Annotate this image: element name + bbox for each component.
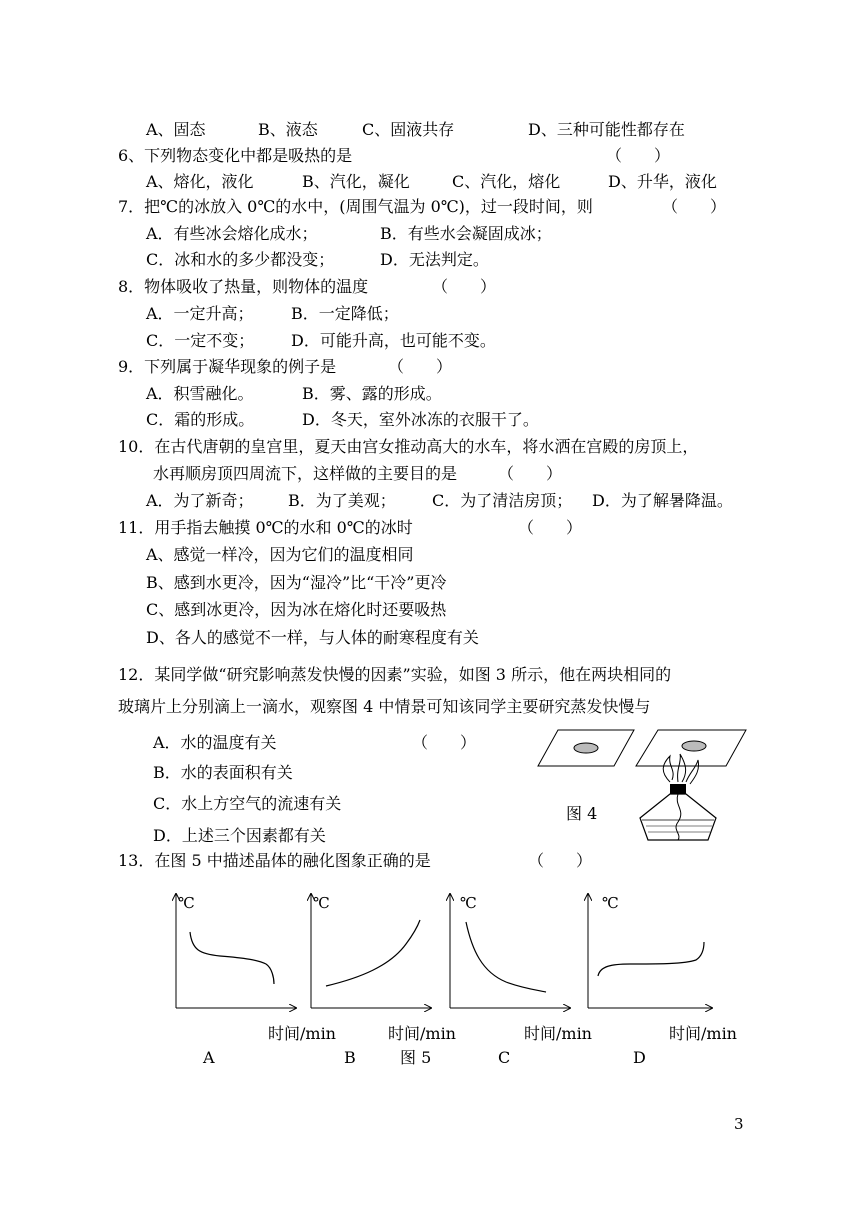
fig4-label: 图 4 — [566, 804, 598, 823]
q11-option-c: C、感到冰更冷，因为冰在熔化时还要吸热 — [146, 600, 447, 619]
graph-b-x-unit: 时间/min — [388, 1024, 456, 1043]
graph-a-x-unit: 时间/min — [268, 1024, 336, 1043]
q5-option-b: B、液态 — [258, 120, 318, 139]
flame-icon — [663, 754, 698, 784]
q9-option-b: B．雾、露的形成。 — [302, 384, 442, 403]
q8-option-a: A．一定升高； — [146, 304, 254, 323]
q6-option-c: C、汽化，熔化 — [452, 172, 561, 191]
q12-stem-line1: 12．某同学做“研究影响蒸发快慢的因素”实验，如图 3 所示，他在两块相同的 — [118, 665, 672, 684]
q11-option-d: D、各人的感觉不一样，与人体的耐寒程度有关 — [146, 628, 479, 647]
q12-answer-paren: （ ） — [412, 733, 477, 752]
graph-c-x-unit: 时间/min — [524, 1024, 592, 1043]
fig5-graphs — [0, 880, 860, 1080]
graph-c-y-unit: ℃ — [460, 894, 477, 912]
graph-b-y-unit: ℃ — [313, 894, 330, 912]
lamp-wick-holder — [670, 784, 686, 794]
q12-option-b: B．水的表面积有关 — [153, 763, 293, 782]
q6-stem: 6、下列物态变化中都是吸热的是 — [118, 146, 353, 165]
graph-d-curve — [598, 942, 704, 976]
q8-option-c: C．一定不变； — [146, 331, 255, 350]
graph-b-label: B — [344, 1048, 356, 1067]
q5-option-a: A、固态 — [146, 120, 206, 139]
q8-option-d: D．可能升高，也可能不变。 — [291, 331, 496, 350]
q11-option-b: B、感到水更冷，因为“湿冷”比“干冷”更冷 — [146, 573, 447, 592]
q12-option-d: D．上述三个因素都有关 — [153, 826, 326, 845]
graph-c — [450, 894, 592, 1067]
q6-answer-paren: （ ） — [606, 146, 671, 165]
graph-c-curve — [466, 922, 546, 992]
graph-a-curve — [190, 932, 274, 984]
fig4-illustration — [530, 722, 762, 846]
q11-answer-paren: （ ） — [518, 518, 583, 537]
q9-answer-paren: （ ） — [388, 357, 453, 376]
q12-option-c: C．水上方空气的流速有关 — [153, 794, 342, 813]
fig5-caption: 图 5 — [400, 1048, 432, 1067]
q7-answer-paren: （ ） — [662, 197, 727, 216]
q13-stem: 13．在图 5 中描述晶体的融化图象正确的是 — [118, 851, 431, 870]
q7-stem: 7．把℃的冰放入 0℃的水中，(周围气温为 0℃)，过一段时间，则 — [118, 197, 593, 216]
graph-a-label: A — [203, 1048, 215, 1067]
q13-answer-paren: （ ） — [528, 851, 593, 870]
q9-option-a: A．积雪融化。 — [146, 384, 254, 403]
q10-stem-line1: 10．在古代唐朝的皇宫里，夏天由宫女推动高大的水车，将水洒在宫殿的房顶上， — [118, 437, 699, 456]
q7-option-d: D．无法判定。 — [380, 250, 489, 269]
graph-a-y-unit: ℃ — [178, 894, 195, 912]
water-drop-left — [574, 743, 598, 753]
water-drop-right — [682, 741, 706, 751]
q8-stem: 8．物体吸收了热量，则物体的温度 — [118, 277, 369, 296]
q6-option-a: A、熔化，液化 — [146, 172, 254, 191]
q9-stem: 9．下列属于凝华现象的例子是 — [118, 357, 337, 376]
q9-option-c: C．霜的形成。 — [146, 410, 255, 429]
q11-option-a: A、感觉一样冷，因为它们的温度相同 — [146, 545, 414, 564]
q10-option-c: C．为了清洁房顶； — [432, 491, 573, 510]
q8-option-b: B．一定降低； — [291, 304, 399, 323]
lamp-wick — [676, 794, 681, 840]
graph-b-curve — [326, 920, 420, 986]
graph-d-label: D — [633, 1048, 646, 1067]
q12-stem-line2: 玻璃片上分别滴上一滴水，观察图 4 中情景可知该同学主要研究蒸发快慢与 — [118, 697, 651, 716]
q8-answer-paren: （ ） — [432, 277, 497, 296]
q10-option-a: A．为了新奇； — [146, 491, 254, 510]
graph-d — [588, 894, 737, 1067]
q7-option-c: C．冰和水的多少都没变； — [146, 250, 335, 269]
q11-stem: 11．用手指去触摸 0℃的水和 0℃的冰时 — [118, 518, 413, 537]
q6-option-b: B、汽化，凝化 — [302, 172, 410, 191]
q5-option-d: D、三种可能性都存在 — [528, 120, 685, 139]
q10-answer-paren: （ ） — [498, 464, 563, 483]
page-number: 3 — [734, 1115, 744, 1133]
graph-a — [176, 894, 336, 1067]
graph-d-x-unit: 时间/min — [669, 1024, 737, 1043]
q6-option-d: D、升华，液化 — [608, 172, 717, 191]
graph-d-y-unit: ℃ — [602, 894, 619, 912]
q7-option-b: B．有些水会凝固成冰； — [380, 224, 552, 243]
q12-option-a: A．水的温度有关 — [153, 733, 277, 752]
q10-stem-line2: 水再顺房顶四周流下，这样做的主要目的是 — [153, 464, 458, 483]
q10-option-b: B．为了美观； — [288, 491, 396, 510]
q7-option-a: A．有些冰会熔化成水； — [146, 224, 318, 243]
q5-option-c: C、固液共存 — [362, 120, 455, 139]
q10-option-d: D．为了解暑降温。 — [592, 491, 733, 510]
graph-c-label: C — [498, 1048, 511, 1067]
q9-option-d: D．冬天，室外冰冻的衣服干了。 — [302, 410, 539, 429]
